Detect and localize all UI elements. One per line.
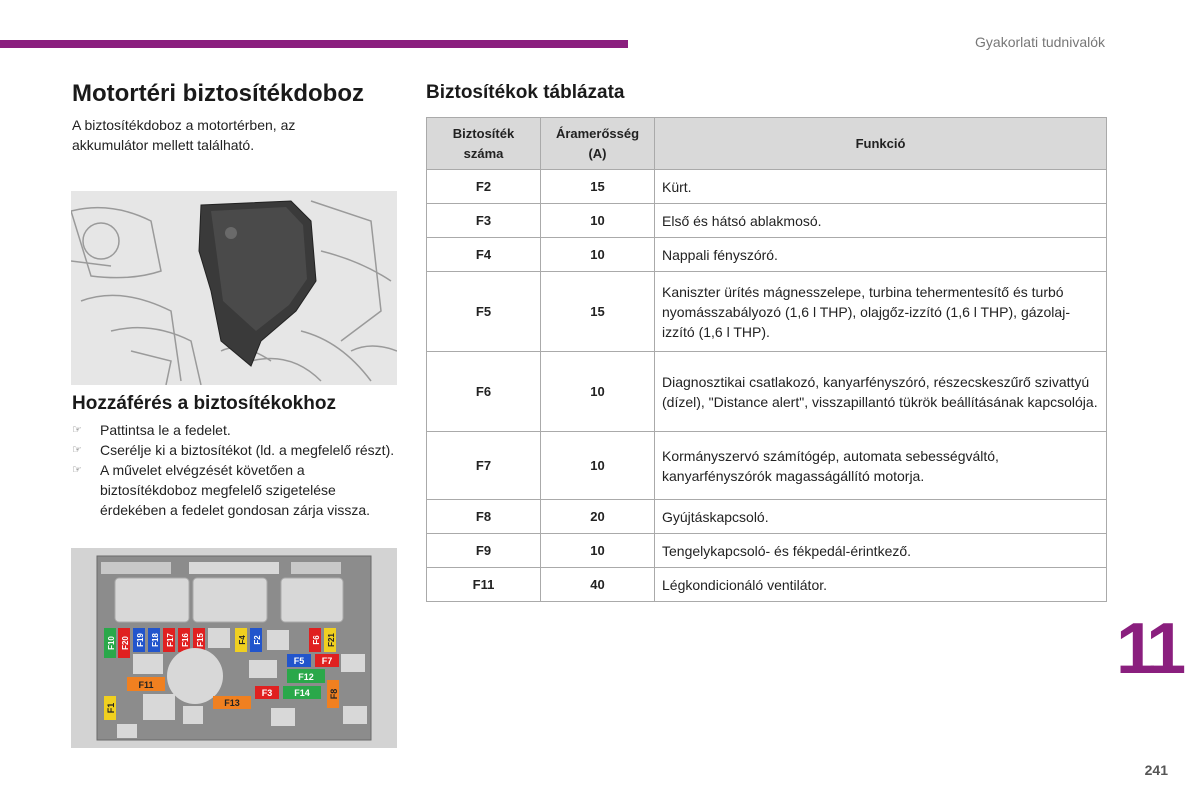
column-header-amperage: Áramerősség (A) — [541, 118, 655, 170]
table-row — [427, 432, 1107, 500]
fuse-label: F8 — [329, 688, 339, 700]
table-row — [427, 272, 1107, 352]
table-title: Biztosítékok táblázata — [426, 82, 625, 103]
fuse-function: Légkondicionáló ventilátor. — [655, 568, 1107, 602]
fuse-function: Nappali fényszóró. — [655, 238, 1107, 272]
fuse-amperage: 10 — [541, 534, 655, 568]
hand-pointer-icon: ☞ — [72, 424, 82, 436]
fuse-number: F2 — [427, 170, 541, 204]
fuse-label: F11 — [138, 680, 154, 690]
fuse-label: F6 — [312, 635, 321, 645]
column-header-function: Funkció — [655, 118, 1107, 170]
hand-pointer-icon: ☞ — [72, 464, 82, 476]
fuse-amperage: 15 — [541, 170, 655, 204]
fuse-label: F4 — [238, 635, 247, 645]
table-row — [427, 170, 1107, 204]
fuse-amperage: 10 — [541, 432, 655, 500]
fuse-label: F14 — [294, 688, 310, 698]
fuse-table — [426, 117, 1107, 602]
hand-pointer-icon: ☞ — [72, 444, 82, 456]
fuse-label: F19 — [136, 633, 145, 647]
table-header-row — [427, 118, 1107, 170]
list-item: ☞ Cserélje ki a biztosítékot (ld. a megfelelő részt). — [72, 442, 395, 458]
fuse-label: F1 — [106, 702, 116, 714]
fuse-amperage: 10 — [541, 352, 655, 432]
fuse-function: Kormányszervó számítógép, automata sebességváltó, kanyarfényszórók magasságállító motorja. — [655, 432, 1107, 500]
fuse-label: F17 — [166, 633, 175, 647]
page-number: 241 — [1144, 762, 1168, 778]
fuse-function: Kaniszter ürítés mágnesszelepe, turbina tehermentesítő és turbó nyomásszabályozó (1,6 l THP), olajgőz-izzító (1,6 l THP), gázolaj-izzító (1,6 l THP). — [655, 272, 1107, 352]
intro-text: A biztosítékdoboz a motortérben, az akkumulátor mellett található. — [72, 117, 296, 153]
fuse-number: F5 — [427, 272, 541, 352]
fuse-function: Tengelykapcsoló- és fékpedál-érintkező. — [655, 534, 1107, 568]
table-row — [427, 204, 1107, 238]
list-item: ☞ A művelet elvégzését követően a biztosítékdoboz megfelelő szigetelése érdekében a fedelet gondosan zárja vissza. — [72, 462, 371, 518]
fuse-function: Első és hátsó ablakmosó. — [655, 204, 1107, 238]
table-row — [427, 568, 1107, 602]
fuse-amperage: 15 — [541, 272, 655, 352]
page-title: Motortéri biztosítékdoboz — [72, 80, 364, 107]
fuse-number: F9 — [427, 534, 541, 568]
column-header-fuse-number: Biztosíték száma — [427, 118, 541, 170]
fuse-number: F11 — [427, 568, 541, 602]
table-row — [427, 534, 1107, 568]
fuse-label: F15 — [196, 633, 205, 647]
table-row — [427, 500, 1107, 534]
fuse-label: F12 — [298, 672, 314, 682]
fuse-label: F3 — [261, 688, 273, 698]
fuse-label: F13 — [224, 698, 240, 708]
fuse-number: F8 — [427, 500, 541, 534]
fuse-function: Kürt. — [655, 170, 1107, 204]
fuse-label: F18 — [151, 633, 160, 647]
fuse-number: F6 — [427, 352, 541, 432]
list-item: ☞ Pattintsa le a fedelet. — [72, 422, 231, 438]
fuse-number: F4 — [427, 238, 541, 272]
fuse-label: F2 — [253, 635, 262, 645]
fuse-label: F21 — [327, 633, 336, 647]
fuse-box-diagram — [71, 548, 397, 748]
fuse-number: F3 — [427, 204, 541, 238]
section-title: Gyakorlati tudnivalók — [975, 34, 1105, 50]
fuse-function: Gyújtáskapcsoló. — [655, 500, 1107, 534]
fuse-function: Diagnosztikai csatlakozó, kanyarfényszóró, részecskeszűrő szivattyú (dízel), "Distance alert", visszapillantó tükrök beállításának kapcsolója. — [655, 352, 1107, 432]
chapter-number: 11 — [1116, 609, 1181, 689]
fuse-amperage: 10 — [541, 204, 655, 238]
fuse-amperage: 10 — [541, 238, 655, 272]
table-row — [427, 238, 1107, 272]
fuse-label: F5 — [293, 656, 305, 666]
table-row — [427, 352, 1107, 432]
fuse-number: F7 — [427, 432, 541, 500]
fuse-amperage: 20 — [541, 500, 655, 534]
steps-list — [72, 420, 402, 520]
access-title: Hozzáférés a biztosítékokhoz — [72, 393, 336, 414]
fuse-label: F7 — [321, 656, 333, 666]
fuse-label: F16 — [181, 633, 190, 647]
fuse-label: F20 — [121, 636, 130, 650]
fuse-label: F10 — [107, 636, 116, 650]
fuse-amperage: 40 — [541, 568, 655, 602]
top-accent-bar — [0, 40, 628, 48]
engine-bay-photo — [71, 191, 397, 385]
